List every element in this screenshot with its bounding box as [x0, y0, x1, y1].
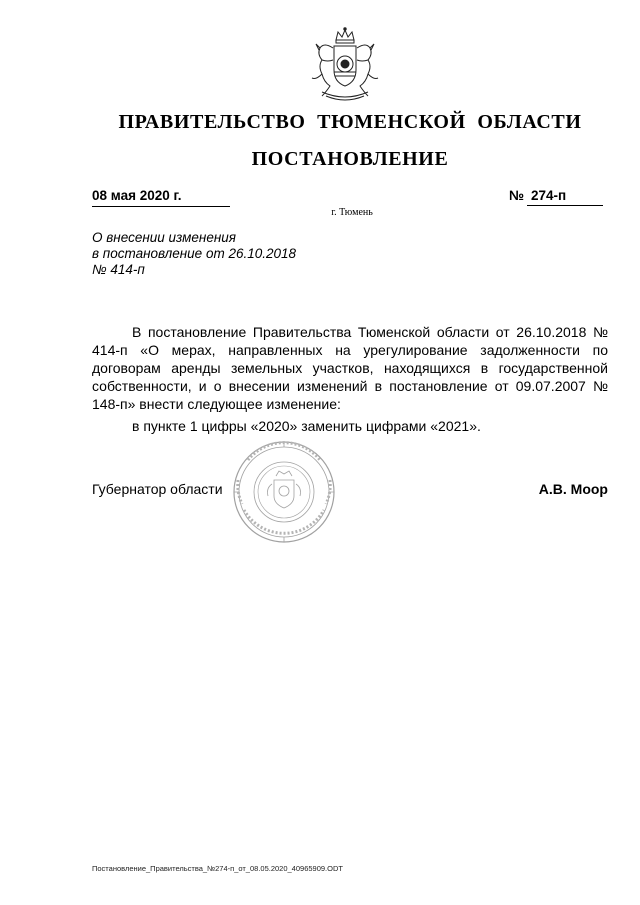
- document-type: ПОСТАНОВЛЕНИЕ: [251, 148, 449, 170]
- document-number: 274-п: [527, 188, 603, 206]
- subject-line: О внесении изменения: [92, 230, 237, 245]
- subject-line: в постановление от 26.10.2018: [92, 246, 297, 261]
- tyumen-coat-of-arms-icon: [304, 26, 386, 104]
- document-date: 08 мая 2020 г.: [92, 188, 230, 207]
- body-paragraph: в пункте 1 цифры «2020» заменить цифрами «2021».: [132, 418, 481, 434]
- subject-line: № 414-п: [92, 262, 145, 277]
- body-paragraph: В постановление Правительства Тюменской области от 26.10.2018 № 414-п «О мерах, направленных на урегулирование задолженности по договорам аренды земельных участков, находящихся в государственной собственности, и о внесении изменений в постановление от 09.07.2007 № 148-п» внести следующее изменение:: [92, 324, 608, 412]
- city: г. Тюмень: [331, 207, 373, 218]
- signatory-role: Губернатор области: [92, 481, 223, 497]
- number-sign: №: [509, 188, 525, 203]
- footer-filename: Постановление_Правительства_№274-п_от_08.05.2020_40965909.ODT: [92, 864, 343, 873]
- document-subject: [92, 230, 392, 278]
- government-title: ПРАВИТЕЛЬСТВО ТЮМЕНСКОЙ ОБЛАСТИ: [118, 111, 582, 133]
- signatory-name: А.В. Моор: [538, 481, 608, 497]
- document-body: [92, 323, 608, 435]
- official-round-seal-icon: [232, 440, 336, 544]
